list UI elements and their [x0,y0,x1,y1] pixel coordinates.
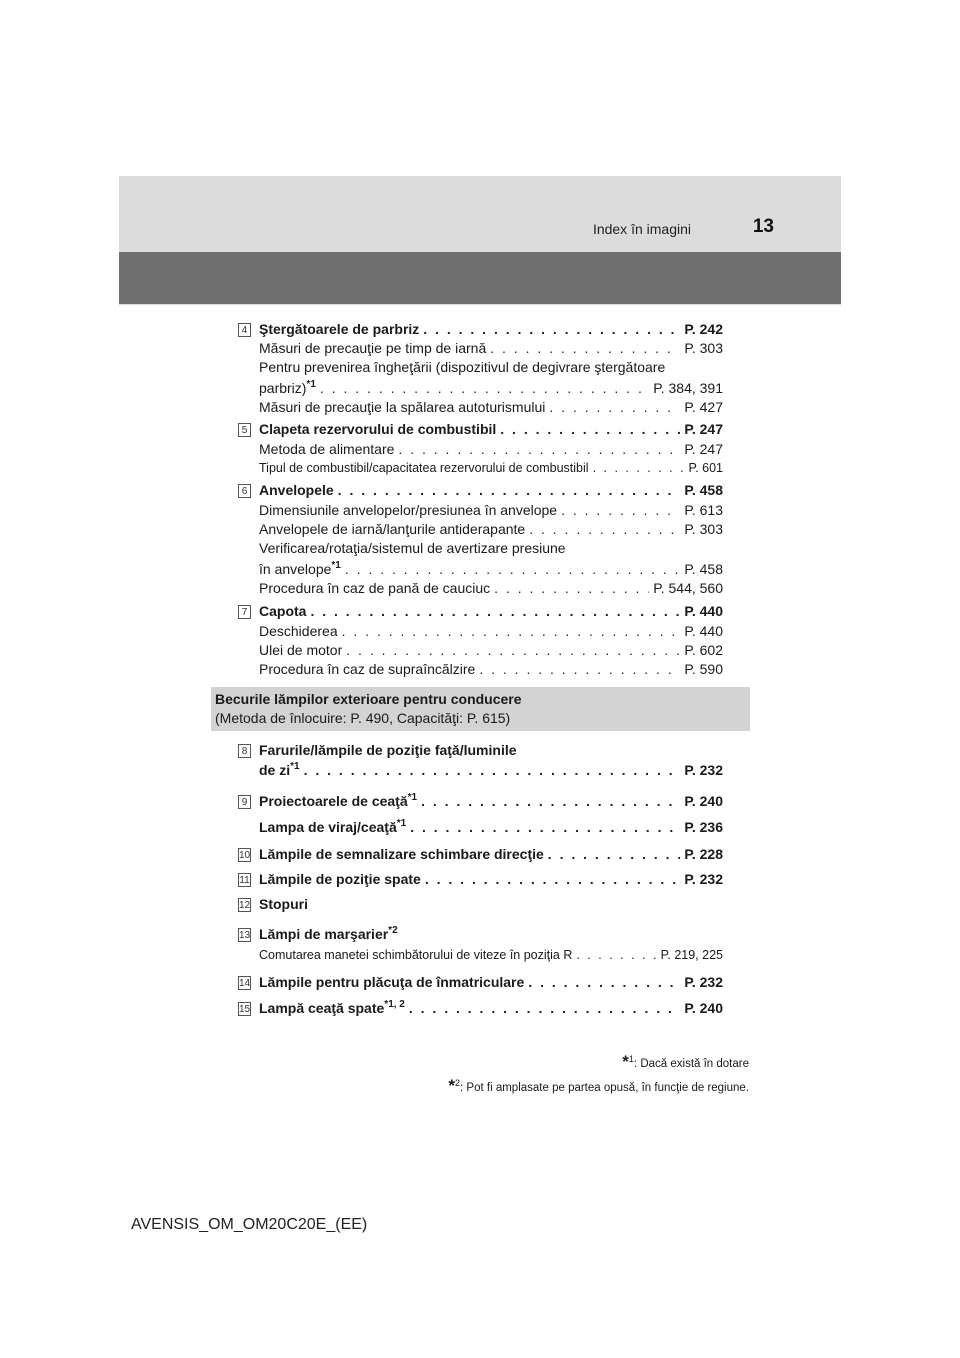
callout-number: 4 [238,323,251,337]
index-entry-tires[interactable]: Anvelopele . . . P. 458 [259,481,723,500]
index-subentry[interactable]: Dimensiunile anvelopelor/presiunea în anvelope . . . P. 613 [259,501,723,520]
callout-number: 13 [239,930,251,941]
callout-number: 15 [239,1004,251,1015]
lamp-entry-turn-signals[interactable]: Lămpile de semnalizare schimbare direcţie . . . P. 228 [259,845,723,864]
index-subentry-text: Pentru prevenirea îngheţării (dispozitivul de degivrare ştergătoare [259,359,666,375]
index-subentry[interactable]: Procedura în caz de pană de cauciuc . . . P. 544, 560 [259,579,723,598]
page-ref: P. 242 [684,321,723,337]
lamp-entry-title: Farurile/lămpile de poziţie faţă/luminile [259,742,517,758]
index-entry-hood[interactable]: Capota . . . P. 440 [259,602,723,621]
footnote: *$^1$: Dacă există în dotare [622,1052,749,1071]
callout-number: 7 [238,605,251,619]
lamp-entry-reverse-lights[interactable]: Lămpi de marşarier$^{*2}$ [259,925,398,942]
bulbs-section-box [211,687,750,731]
lamp-entry-rear-fog[interactable]: Lampă ceaţă spate$^{*1, 2}$ . . . P. 240 [259,999,723,1018]
index-subentry[interactable]: parbriz)$^{*1}$ . . . P. 384, 391 [259,379,723,398]
bulbs-section-title: Becurile lămpilor exterioare pentru conducere [215,691,522,707]
index-subentry-text: Verificarea/rotaţia/sistemul de avertizare presiune [259,540,566,556]
entry-title: Ştergătoarele de parbriz [259,321,420,337]
callout-number: 9 [238,795,251,809]
index-subentry[interactable]: Deschiderea . . . P. 440 [259,622,723,641]
callout-number: 8 [238,744,251,758]
index-entry-fuel-door[interactable]: Clapeta rezervorului de combustibil . . . P. 247 [259,420,723,439]
index-subentry[interactable]: Anvelopele de iarnă/lanţurile antiderapante . . . P. 303 [259,520,723,539]
lamp-subentry[interactable]: Comutarea manetei schimbătorului de viteze în poziţia R . . . P. 219, 225 [259,946,723,965]
index-subentry[interactable]: Ulei de motor . . . P. 602 [259,641,723,660]
index-subentry[interactable]: Metoda de alimentare . . . P. 247 [259,440,723,459]
lamp-entry-tail-lights[interactable]: Lămpile de poziţie spate . . . P. 232 [259,870,723,889]
bulbs-section-subtitle: (Metoda de înlocuire: P. 490, Capacităţi: P. 615) [215,710,511,726]
header-dark-bar [119,252,841,304]
lamp-entry-headlights[interactable]: de $zi^{*1}$ . . . P. 232 [259,761,723,780]
lamp-entry-cornering-lamp[interactable]: Lampa de viraj/ceaţă$^{*1}$ . . . P. 236 [259,818,723,837]
lamp-entry-fog-lights[interactable]: Proiectoarele de ceaţă$^{*1}$ . . . P. 240 [259,792,723,811]
page-header [119,218,841,242]
page-number: 13 [752,216,774,237]
document-code: AVENSIS_OM_OM20C20E_(EE) [131,1216,368,1233]
index-entry-wipers[interactable] [259,320,723,339]
section-title: Index în imagini [592,221,691,237]
index-subentry[interactable]: Procedura în caz de supraîncălzire . . . P. 590 [259,660,723,679]
lamp-entry-stop-lights[interactable]: Stopuri [259,896,308,912]
index-subentry[interactable]: Măsuri de precauţie la spălarea autoturismului . . . P. 427 [259,398,723,417]
callout-number: 12 [239,900,251,911]
callout-number: 6 [238,484,251,498]
footnote: *$^2$: Pot fi amplasate pe partea opusă, în funcţie de regiune. [448,1076,749,1095]
callout-number: 14 [239,978,251,989]
index-subentry[interactable]: în anvelope$^{*1}$ . . . P. 458 [259,560,723,579]
callout-number: 11 [239,875,250,886]
index-subentry[interactable]: Tipul de combustibil/capacitatea rezervorului de combustibil . . . P. 601 [259,459,723,478]
callout-number: 5 [238,423,251,437]
index-subentry[interactable]: Măsuri de precauţie pe timp de iarnă . . . P. 303 [259,339,723,358]
callout-number: 10 [239,850,251,861]
lamp-entry-license-plate[interactable]: Lămpile pentru plăcuţa de înmatriculare . . . P. 232 [259,973,723,992]
